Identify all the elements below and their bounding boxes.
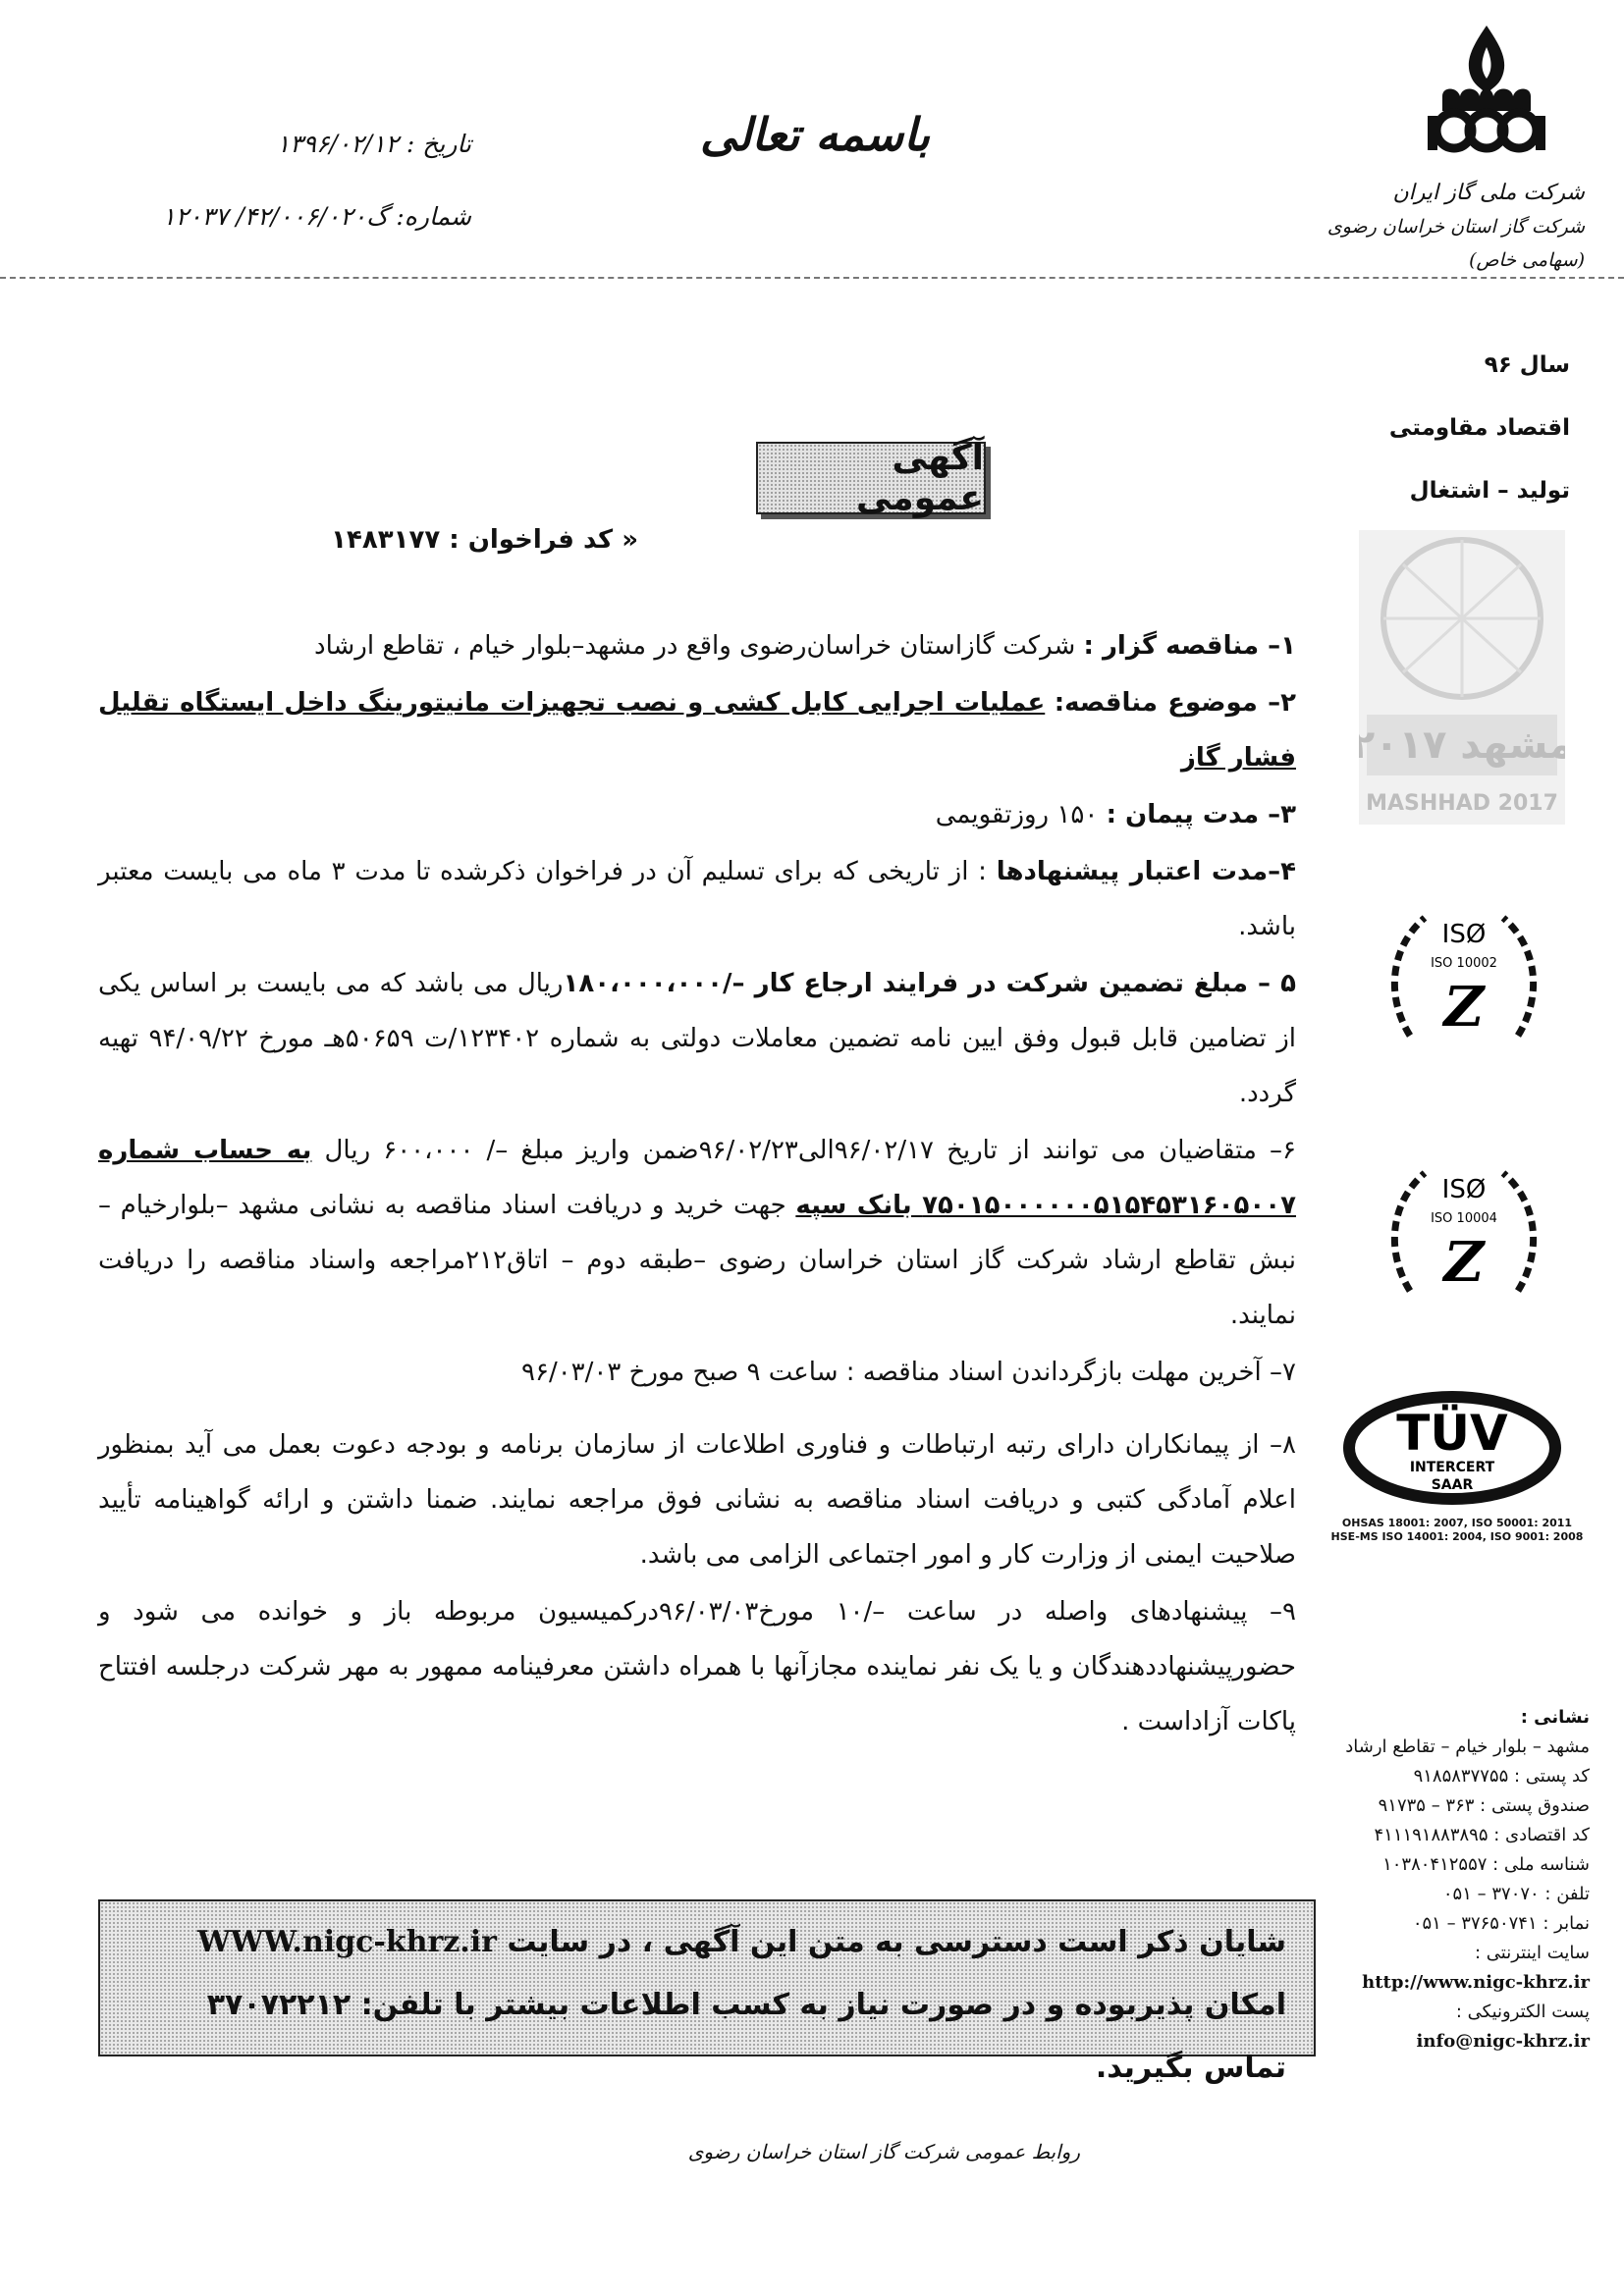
svg-text:Z: Z <box>1443 1230 1485 1295</box>
header-divider <box>0 277 1624 279</box>
item-3-text: ۱۵۰ روزتقویمی <box>935 800 1099 829</box>
notice-website-link[interactable]: WWW.nigc-khrz.ir <box>197 1925 497 1959</box>
item-8-text: ۸– از پیمانکاران دارای رتبه ارتباطات و فناوری اطلاعات از سازمان برنامه و بودجه دعوت بعمل می آید بمنظور اعلام آمادگی کتبی و دریافت اسناد مناقصه به نشانی فوق مراجعه نمایند. ضمنا داشتن و ارائه گواهینامه تأیید صلاحیت ایمنی از وزارت کار و امور اجتماعی الزامی می باشد. <box>98 1430 1296 1570</box>
public-relations-signature: روابط عمومی شرکت گاز استان خراسان رضوی <box>687 2140 1080 2163</box>
flame-icon <box>1403 18 1570 175</box>
call-code: « کد فراخوان : ۱۴۸۳۱۷۷ <box>331 525 638 555</box>
item-9-text: ۹– پیشنهادهای واصله در ساعت –/۱۰ مورخ۹۶/۰۳/۰۳درکمیسیون مربوطه باز و خوانده می شود و حضورپیشنهاددهندگان و یا یک نفر نماینده مجازآنها با همراه داشتن معرفینامه ممهور به مهر شرکت درجلسه افتتاح پاکات آزاداست . <box>98 1597 1296 1736</box>
basmala-heading: باسمه تعالی <box>700 108 930 161</box>
item-9 <box>98 1584 1296 1749</box>
slogans <box>1374 334 1570 522</box>
item-2-heading: ۲– موضوع مناقصه: <box>1054 688 1297 718</box>
tuv-line-3: SAAR <box>1431 1477 1474 1493</box>
contact-website-link[interactable]: http://www.nigc-khrz.ir <box>1362 1972 1590 1993</box>
iso-10004-badge <box>1380 1144 1547 1330</box>
item-3 <box>98 787 1296 842</box>
notice-body <box>98 618 1296 1751</box>
iso-code-2: ISO 10004 <box>1431 1211 1497 1226</box>
item-6-text-a: ۶– متقاضیان می توانند از تاریخ ۹۶/۰۲/۱۷الی۹۶/۰۲/۲۳ضمن واریز مبلغ –/ ۶۰۰،۰۰۰ ریال <box>324 1136 1297 1165</box>
svg-text:Z: Z <box>1443 975 1485 1040</box>
contact-email-label: پست الکترونیکی : <box>1455 2002 1590 2022</box>
tuv-icon <box>1339 1389 1565 1507</box>
item-1-heading: ۱– مناقصه گزار : <box>1083 631 1296 661</box>
slogan-production: تولید – اشتغال <box>1409 478 1570 504</box>
contact-website-label: سایت اینترنتی : <box>1474 1943 1590 1963</box>
item-7-text: ۷– آخرین مهلت بازگرداندن اسناد مناقصه : ساعت ۹ صبح مورخ ۹۶/۰۳/۰۳ <box>521 1358 1296 1387</box>
item-1 <box>98 618 1296 673</box>
letter-meta <box>98 108 471 253</box>
contact-economic-code: کد اقتصادی : ۴۱۱۱۹۱۸۸۳۸۹۵ <box>1374 1825 1590 1845</box>
mashhad-2017-watermark <box>1359 530 1565 825</box>
slogan-economy: اقتصاد مقاومتی <box>1388 415 1570 441</box>
company-line-1: شرکت ملی گاز ایران <box>1392 181 1585 205</box>
tuv-line-2: INTERCERT <box>1409 1460 1495 1475</box>
item-1-text: شرکت گازاستان خراسان‌رضوی واقع در مشهد–بلوار خیام ، تقاطع ارشاد <box>314 631 1076 661</box>
notice-title: آگهی عمومی <box>756 442 986 514</box>
contact-phone: تلفن : ۳۷۰۷۰ – ۰۵۱ <box>1442 1884 1590 1904</box>
contact-email-link[interactable]: info@nigc-khrz.ir <box>1416 2031 1590 2052</box>
contact-label: نشانی : <box>1520 1707 1590 1728</box>
svg-text:ISØ: ISØ <box>1441 920 1487 949</box>
mashhad-logo-en: MASHHAD 2017 <box>1366 791 1558 816</box>
iso-code-1: ISO 10002 <box>1431 956 1497 971</box>
certification-list <box>1329 1517 1585 1544</box>
iso-10002-badge <box>1380 888 1547 1075</box>
letter-number: شماره: گ۴۲/۰۰۶/۰۲۰/ ۱۲۰۳۷ <box>162 202 471 231</box>
cert-line-1: OHSAS 18001: 2007, ISO 50001: 2011 <box>1341 1517 1573 1529</box>
tuv-logo <box>1339 1389 1565 1511</box>
item-6 <box>98 1123 1296 1343</box>
company-name <box>1290 177 1585 277</box>
item-7 <box>98 1345 1296 1400</box>
website-notice-box <box>98 1899 1316 2085</box>
notice-part-1: شایان ذکر است دسترسی به متن این آگهی ، در سایت <box>507 1925 1286 1959</box>
iso-laurel-icon <box>1380 888 1547 1075</box>
nigc-flame-logo <box>1403 18 1570 179</box>
contact-po-box: صندوق پستی : ۳۶۳ – ۹۱۷۳۵ <box>1378 1795 1590 1816</box>
contact-fax: نمابر : ۳۷۶۵۰۷۴۱ – ۰۵۱ <box>1412 1913 1590 1934</box>
contact-address: مشهد – بلوار خیام – تقاطع ارشاد <box>1345 1736 1590 1757</box>
item-4-heading: ۴–مدت اعتبار پیشنهادها <box>996 857 1296 886</box>
company-line-2: شرکت گاز استان خراسان رضوی (سهامی خاص) <box>1326 216 1585 271</box>
mashhad-logo-text: مشهد ۲۰۱۷ <box>1359 722 1565 768</box>
item-2 <box>98 675 1296 785</box>
svg-text:ISØ: ISØ <box>1441 1175 1487 1204</box>
item-3-heading: ۳– مدت پیمان : <box>1106 800 1296 829</box>
item-6-account: به حساب شماره ۷۵۰۱۵۰۰۰۰۰۰۵۱۵۴۵۳۱۶۰۵۰۰۷ بانک سپه <box>98 1136 1296 1220</box>
item-6-text-b: جهت خرید و دریافت اسناد مناقصه به نشانی مشهد –بلوارخیام –نبش تقاطع ارشاد شرکت گاز استان خراسان رضوی –طبقه دوم – اتاق۲۱۲مراجعه واسناد مناقصه را دریافت نمایند. <box>98 1191 1296 1330</box>
slogan-year: سال ۹۶ <box>1484 352 1570 378</box>
contact-block <box>1315 1703 1590 2056</box>
tuv-line-1: TÜV <box>1396 1405 1508 1462</box>
item-5-text: ریال می باشد که می بایست بر اساس یکی از تضامین قابل قبول وفق ایین نامه تضمین معاملات دولتی به شماره ۱۲۳۴۰۲/ت ۵۰۶۵۹هـ مورخ ۹۴/۰۹/۲۲ تهیه گردد. <box>98 969 1296 1108</box>
item-4 <box>98 844 1296 954</box>
mashhad-emblem-icon <box>1359 530 1565 825</box>
contact-postal-code: کد پستی : ۹۱۸۵۸۳۷۷۵۵ <box>1413 1766 1590 1787</box>
item-5 <box>98 956 1296 1121</box>
contact-national-id: شناسه ملی : ۱۰۳۸۰۴۱۲۵۵۷ <box>1382 1854 1590 1875</box>
item-4-text: : از تاریخی که برای تسلیم آن در فراخوان ذکرشده تا مدت ۳ ماه می بایست معتبر باشد. <box>98 857 1296 941</box>
item-5-heading: ۵ – مبلغ تضمین شرکت در فرایند ارجاع کار –/۱۸۰،۰۰۰،۰۰۰ <box>563 969 1296 998</box>
item-2-text: عملیات اجرایی کابل کشی و نصب تجهیزات مانیتورینگ داخل ایستگاه تقلیل فشار گاز <box>98 688 1296 773</box>
iso-laurel-icon <box>1380 1144 1547 1330</box>
letter-date: تاریخ : ۱۳۹۶/۰۲/۱۲ <box>276 130 471 158</box>
item-8 <box>98 1417 1296 1582</box>
cert-line-2: HSE-MS ISO 14001: 2004, ISO 9001: 2008 <box>1330 1530 1584 1543</box>
notice-part-2: امکان پذیربوده و در صورت نیاز به کسب اطلاعات بیشتر با تلفن: ۳۷۰۷۲۲۱۲ تماس بگیرید. <box>206 1988 1286 2085</box>
